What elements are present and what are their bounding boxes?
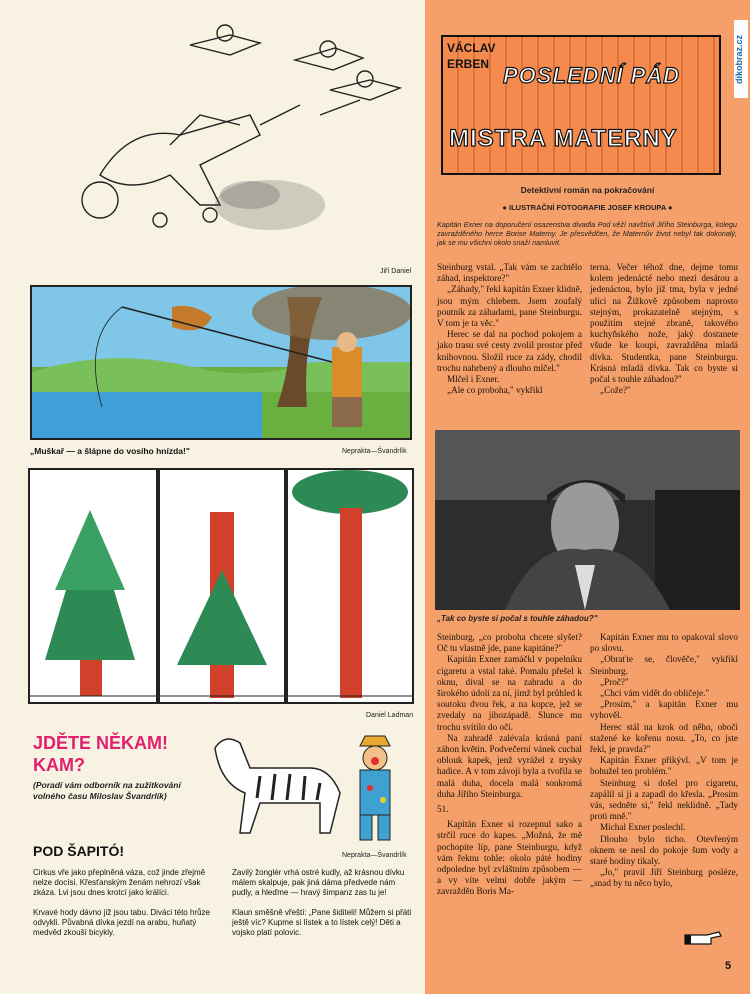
feature-subtitle: (Poradí vám odborník na zužitkování volného času Miloslav Švandrlík) bbox=[33, 780, 181, 801]
author-first-name: VÁCLAV bbox=[447, 41, 496, 55]
text-column-2-bottom bbox=[590, 632, 738, 890]
tree-panel-2 bbox=[158, 468, 286, 704]
text-column-1-top bbox=[437, 262, 582, 396]
paragraph: Kapitán Exner mu to opakoval slovo po slovu. bbox=[590, 632, 738, 654]
serial-column bbox=[425, 0, 750, 994]
airplanes-illustration bbox=[60, 5, 420, 265]
tree-panel-1 bbox=[28, 468, 158, 704]
pointing-hand-icon bbox=[683, 930, 723, 948]
cartoon2-caption: „Muškař — a šlápne do vosího hnízda!" bbox=[30, 446, 190, 456]
poem-stanza: Krvavé hody dávno již jsou tabu. Diváci této hrůze odvykli. Půvabná dívka jezdí na arabu, huňatý medvěd zkouší bicykly. bbox=[33, 907, 210, 938]
paragraph: „Obraťte se, člověče," vykřikl Steinburg. bbox=[590, 654, 738, 676]
page-number: 5 bbox=[725, 960, 732, 972]
poem-column-2 bbox=[232, 868, 417, 947]
paragraph: Steinburg, „co proboha chcete slyšet? Oč tu vlastně jde, pane kapitáne?" bbox=[437, 632, 582, 654]
cartoon3-credit: Daniel Ladman bbox=[366, 712, 414, 719]
site-tag: dikobraz.cz bbox=[734, 20, 748, 98]
paragraph: Dlouho bylo ticho. Otevřeným oknem se nesl do pokoje šum vody a staré hodiny tikaly. bbox=[590, 833, 738, 867]
paragraph: Kapitán Exner si rozepnul sako a strčil ruce do kapes. „Možná, že mě pochopíte líp, pane Steinburgu, když vám řeknu tohle: okolo páté hodiny odpoledne byl zvláštním způsobem — a vy víte velmi dobře jakým — zavražděn Boris Ma- bbox=[437, 819, 582, 897]
paragraph: Herec se dal na pochod pokojem a jako trasu své cesty zvolil prostor před knihovnou. Složil ruce za zády, chodil trochu nahrbený a dlouho mlčel." bbox=[437, 329, 582, 373]
tree-panel-3 bbox=[286, 468, 414, 704]
serial-illustration-credit: ● ILUSTRAČNÍ FOTOGRAFIE JOSEF KROUPA ● bbox=[502, 203, 673, 212]
paragraph: „Prosím," a kapitán Exner mu vyhověl. bbox=[590, 699, 738, 721]
photo-caption: „Tak co byste si počal s touhle záhadou?" bbox=[437, 614, 598, 623]
poem-stanza: Zavilý žonglér vrhá ostré kudly, až krásnou dívku málem skalpuje, pak jiná dáma předvede nám pudly, a hleďme — hravý šimpanz zas tu je! bbox=[232, 868, 405, 898]
serial-genre: Detektivní román na pokračování bbox=[520, 185, 655, 195]
paragraph: Na zahradě zalévala krásná paní záhon květin. Podvečerní vánek cuchal oblouk kapek, jenž vyrážel z trysky hadice. A v tom závoji byla a tvořila se malá duha, docela malá soukromá duha Jiřího Steinburga. bbox=[437, 732, 582, 799]
paragraph: Mlčel i Exner. bbox=[447, 374, 500, 385]
cartoon4-credit: Neprakta—Švandrlík bbox=[342, 852, 407, 859]
serial-title-line1: POSLEDNÍ PÁD bbox=[503, 63, 681, 88]
cartoon-airplanes bbox=[60, 5, 420, 265]
paragraph: Herec stál na krok od něho, obočí stažené ke kořenu nosu. „To, co jste řekl, je pravda?" bbox=[590, 721, 738, 755]
cartoon1-credit: Jiří Daniel bbox=[380, 268, 412, 275]
cartoon2-credit: Neprakta—Švandrlík bbox=[342, 448, 407, 455]
cartoon-trees bbox=[28, 468, 414, 704]
paragraph: Steinburg vstal. „Tak vám se zachtělo záhad, inspektore?" bbox=[437, 262, 582, 284]
cartoon-zebra-clown bbox=[195, 728, 417, 846]
feature-title-line2: KAM? bbox=[33, 755, 85, 775]
serial-title-box bbox=[441, 35, 721, 175]
poem-stanza: Cirkus vře jako přeplněná váza, což jinde zřejmě nelze docísi. Křesťanským ženám nehrozí však zkáza. Lvi jsou dnes krotcí jako králíci. bbox=[33, 868, 206, 898]
paragraph: „Chci vám vidět do obličeje." bbox=[600, 688, 710, 699]
paragraph: „Jo," pravil Jiří Steinburg posléze, „snad by tu něco bylo, bbox=[590, 867, 738, 889]
text-column-1-bottom bbox=[437, 632, 582, 898]
fisherman-illustration bbox=[32, 287, 410, 438]
poem-title: POD ŠAPITÓ! bbox=[33, 843, 125, 859]
serial-intro: Kapitán Exner na doporučení osazenstva divadla Pod věží navštívil Jiřího Steinburga, kolegu zavražděného herce Borise Materny. Je přesvědčen, že Maternův život nebyl tak dokonalý, jak se mu všichni okolo snaží namluvit. bbox=[437, 220, 737, 247]
author-last-name: ERBEN bbox=[447, 57, 490, 71]
paragraph: Michal Exner poslechl. bbox=[600, 822, 686, 833]
paragraph: „Cože?" bbox=[600, 385, 631, 396]
paragraph: terna. Večer téhož dne, dejme tomu kolem jedenácté nebo mezi desátou a jedenáctou, bylo již tma, byla v jedné ulici na Žižkově způsobem naprosto stejným, prokazatelně stejným, s použitím stejné zbraně, takového kuchyňského nože, jaký dostanete všude ke koupi, zavražděna mladá dívka. Studentka, pane Steinburgu. Krásná mladá dívka. Tak co byste si počal s touhle záhadou?" bbox=[590, 262, 738, 385]
poem-stanza: Klaun směšně vřeští: „Pane šiditeli! Můžem si přáti ještě víc? Kupme si lístek a to lístek celý! Děti a vojsko platí polovic. bbox=[232, 907, 412, 938]
illustration-photo bbox=[435, 430, 740, 610]
portrait-photo bbox=[435, 430, 740, 610]
poem-column-1 bbox=[33, 868, 223, 947]
paragraph: Kapitán Exner přikývl. „V tom je bohužel ten problém." bbox=[590, 755, 738, 777]
chapter-number: 51. bbox=[437, 804, 449, 815]
serial-title-line2: MISTRA MATERNY bbox=[449, 125, 678, 152]
text-column-2-top bbox=[590, 262, 738, 396]
feature-title-line1: JDĚTE NĚKAM! bbox=[33, 733, 169, 753]
paragraph: „Proč?" bbox=[600, 676, 629, 687]
paragraph: „Záhady," řekl kapitán Exner klidně, jsou mým chlebem. Jsem zoufalý poutník za záhadami, pane Steinburgu. V tom je ta věc." bbox=[437, 284, 582, 329]
paragraph: „Ale co proboha," vykřikl bbox=[447, 385, 543, 396]
paragraph: Kapitán Exner zamáčkl v popelníku cigaretu a vstal také. Pomalu přešel k oknu, díval se na zahradu a do širokého údolí za ní, jímž byl průhled k soutoku dvou řek, a na kopce, jež se zvedaly na jihozápadě. Slunce mu trochu svítilo do očí. bbox=[437, 654, 582, 732]
paragraph: Steinburg si došel pro cigaretu, zapálil si ji a zapadl do křesla. „Prosím vás, sedněte si," řekl neklidně. „Tady proti mně." bbox=[590, 777, 738, 822]
cartoon-fisherman-panel bbox=[30, 285, 412, 440]
